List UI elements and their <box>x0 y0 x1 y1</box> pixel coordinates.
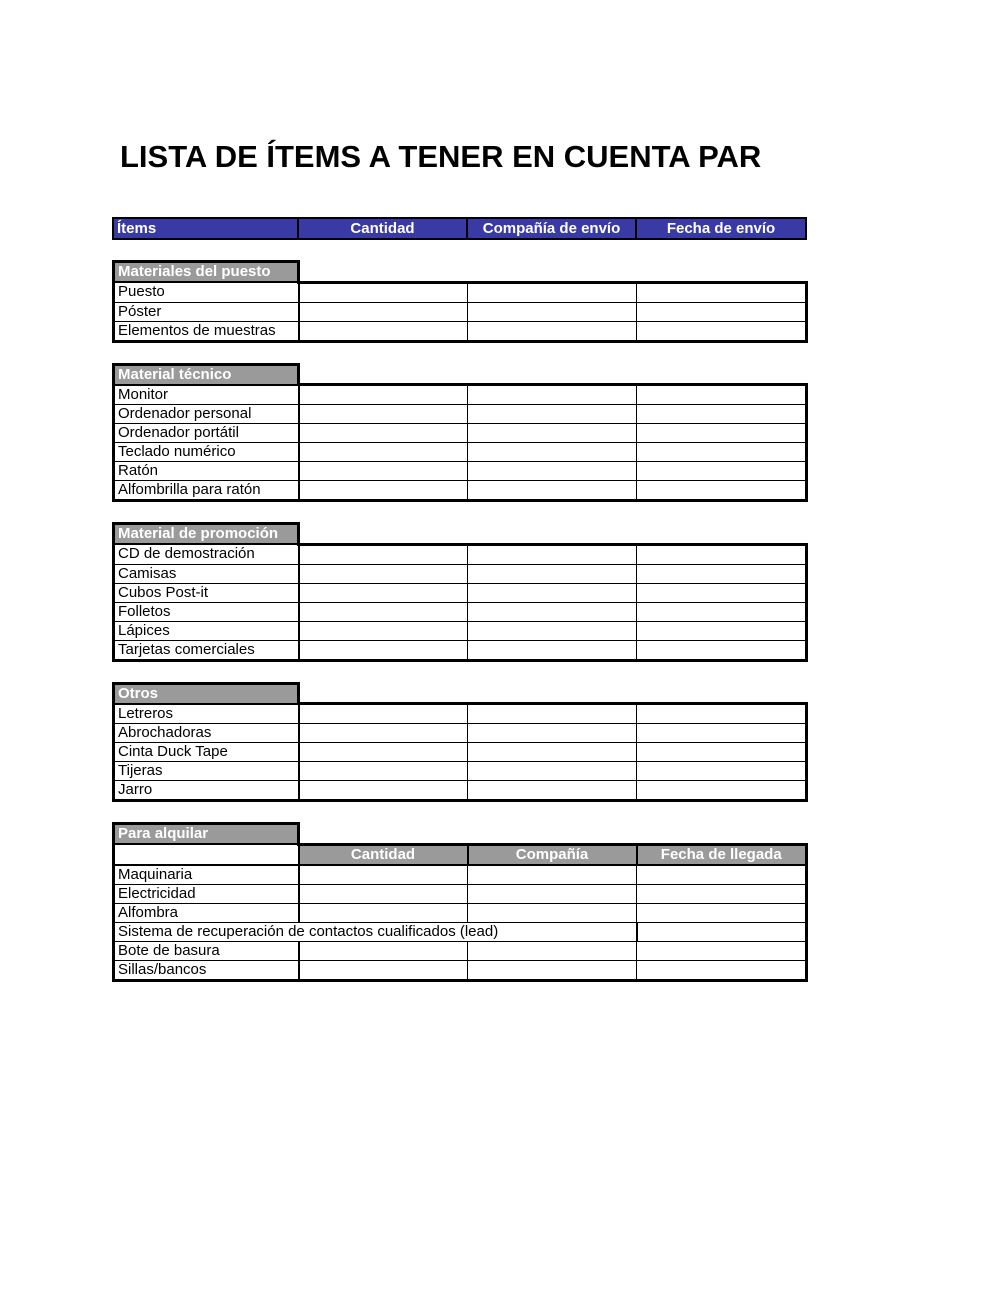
date-cell[interactable] <box>637 762 807 781</box>
date-cell[interactable] <box>637 462 807 481</box>
date-cell[interactable] <box>637 941 807 960</box>
item-label: Póster <box>114 302 299 321</box>
company-cell[interactable] <box>468 564 637 583</box>
date-cell[interactable] <box>637 903 807 922</box>
section-title: Para alquilar <box>114 824 299 845</box>
item-label: Electricidad <box>114 884 299 903</box>
section-title-row <box>114 524 807 545</box>
item-label: Puesto <box>114 282 299 302</box>
date-cell[interactable] <box>637 544 807 564</box>
section-title-row <box>114 824 807 845</box>
company-cell[interactable] <box>468 405 637 424</box>
company-cell[interactable] <box>468 321 637 341</box>
table-row <box>114 922 807 941</box>
section-title-row <box>114 364 807 385</box>
quantity-cell[interactable] <box>299 903 468 922</box>
item-label: Lápices <box>114 621 299 640</box>
section-1 <box>112 363 806 503</box>
company-cell[interactable] <box>468 724 637 743</box>
column-header-shipping-date: Fecha de envío <box>636 218 806 239</box>
table-row <box>114 781 807 801</box>
quantity-cell[interactable] <box>299 941 468 960</box>
section-subheader-cell: Fecha de llegada <box>637 844 807 865</box>
item-label: Folletos <box>114 602 299 621</box>
quantity-cell[interactable] <box>299 884 468 903</box>
column-header-table <box>112 217 807 240</box>
table-row <box>114 583 807 602</box>
date-cell[interactable] <box>637 583 807 602</box>
company-cell[interactable] <box>468 865 637 885</box>
quantity-cell[interactable] <box>299 302 468 321</box>
table-row <box>114 544 807 564</box>
company-cell[interactable] <box>468 960 637 980</box>
quantity-cell[interactable] <box>299 781 468 801</box>
item-label: Letreros <box>114 704 299 724</box>
date-cell[interactable] <box>637 443 807 462</box>
date-cell[interactable] <box>637 385 807 405</box>
date-cell[interactable] <box>637 282 807 302</box>
item-label: Jarro <box>114 781 299 801</box>
item-label: Cubos Post-it <box>114 583 299 602</box>
table-row <box>114 462 807 481</box>
quantity-cell[interactable] <box>299 960 468 980</box>
section-table <box>112 363 808 503</box>
table-row <box>114 621 807 640</box>
section-table <box>112 822 808 982</box>
section-title-spacer <box>299 364 807 385</box>
section-title-spacer <box>299 524 807 545</box>
quantity-cell[interactable] <box>299 481 468 501</box>
quantity-cell[interactable] <box>299 583 468 602</box>
section-title-row <box>114 262 807 283</box>
item-label: Tarjetas comerciales <box>114 640 299 660</box>
item-label: Alfombrilla para ratón <box>114 481 299 501</box>
date-cell[interactable] <box>637 743 807 762</box>
item-label: Ratón <box>114 462 299 481</box>
date-cell[interactable] <box>637 405 807 424</box>
company-cell[interactable] <box>468 443 637 462</box>
item-label: Ordenador personal <box>114 405 299 424</box>
company-cell[interactable] <box>468 385 637 405</box>
quantity-cell[interactable] <box>299 743 468 762</box>
item-label: CD de demostración <box>114 544 299 564</box>
date-cell[interactable] <box>637 922 807 941</box>
section-title-spacer <box>299 262 807 283</box>
table-row <box>114 960 807 980</box>
table-row <box>114 602 807 621</box>
section-subheader-cell: Cantidad <box>299 844 468 865</box>
table-row <box>114 321 807 341</box>
section-title: Otros <box>114 683 299 704</box>
quantity-cell[interactable] <box>299 462 468 481</box>
item-label: Camisas <box>114 564 299 583</box>
date-cell[interactable] <box>637 321 807 341</box>
section-title-row <box>114 683 807 704</box>
date-cell[interactable] <box>637 724 807 743</box>
company-cell[interactable] <box>468 640 637 660</box>
date-cell[interactable] <box>637 704 807 724</box>
company-cell[interactable] <box>468 903 637 922</box>
table-row <box>114 704 807 724</box>
company-cell[interactable] <box>468 941 637 960</box>
company-cell[interactable] <box>468 424 637 443</box>
quantity-cell[interactable] <box>299 640 468 660</box>
section-title: Material técnico <box>114 364 299 385</box>
company-cell[interactable] <box>468 302 637 321</box>
company-cell[interactable] <box>468 621 637 640</box>
date-cell[interactable] <box>637 481 807 501</box>
table-row <box>114 302 807 321</box>
table-row <box>114 282 807 302</box>
date-cell[interactable] <box>637 884 807 903</box>
section-title-spacer <box>299 683 807 704</box>
item-label: Abrochadoras <box>114 724 299 743</box>
table-row <box>114 762 807 781</box>
section-0 <box>112 260 806 343</box>
column-header-quantity: Cantidad <box>298 218 467 239</box>
table-row <box>114 724 807 743</box>
date-cell[interactable] <box>637 564 807 583</box>
quantity-cell[interactable] <box>299 704 468 724</box>
item-label: Monitor <box>114 385 299 405</box>
table-row <box>114 903 807 922</box>
item-label: Tijeras <box>114 762 299 781</box>
page-title: LISTA DE ÍTEMS A TENER EN CUENTA PAR <box>120 139 762 174</box>
item-label: Maquinaria <box>114 865 299 885</box>
table-row <box>114 385 807 405</box>
item-label: Ordenador portátil <box>114 424 299 443</box>
company-cell[interactable] <box>468 602 637 621</box>
section-2 <box>112 522 806 662</box>
item-label: Teclado numérico <box>114 443 299 462</box>
table-row <box>114 884 807 903</box>
section-table <box>112 682 808 803</box>
quantity-cell[interactable] <box>299 602 468 621</box>
quantity-cell[interactable] <box>299 405 468 424</box>
company-cell[interactable] <box>468 781 637 801</box>
quantity-cell[interactable] <box>299 724 468 743</box>
company-cell[interactable] <box>468 282 637 302</box>
company-cell[interactable] <box>468 462 637 481</box>
column-header-items: Ítems <box>113 218 298 239</box>
table-row <box>114 640 807 660</box>
table-row <box>114 865 807 885</box>
quantity-cell[interactable] <box>299 762 468 781</box>
section-subheader-cell <box>114 844 299 865</box>
date-cell[interactable] <box>637 640 807 660</box>
table-row <box>114 424 807 443</box>
date-cell[interactable] <box>637 781 807 801</box>
column-header-shipping-company: Compañía de envío <box>467 218 636 239</box>
table-row <box>114 405 807 424</box>
section-table <box>112 522 808 662</box>
quantity-cell[interactable] <box>299 282 468 302</box>
company-cell[interactable] <box>468 704 637 724</box>
checklist-sheet <box>112 217 806 982</box>
company-cell[interactable] <box>468 481 637 501</box>
company-cell[interactable] <box>468 762 637 781</box>
section-title: Material de promoción <box>114 524 299 545</box>
company-cell[interactable] <box>468 743 637 762</box>
date-cell[interactable] <box>637 960 807 980</box>
table-row <box>114 564 807 583</box>
table-row <box>114 941 807 960</box>
section-3 <box>112 682 806 803</box>
column-header-row <box>113 218 806 239</box>
table-row <box>114 743 807 762</box>
item-label: Alfombra <box>114 903 299 922</box>
date-cell[interactable] <box>637 865 807 885</box>
section-title-spacer <box>299 824 807 845</box>
quantity-cell[interactable] <box>299 424 468 443</box>
section-title: Materiales del puesto <box>114 262 299 283</box>
date-cell[interactable] <box>637 621 807 640</box>
company-cell[interactable] <box>468 884 637 903</box>
quantity-cell[interactable] <box>299 385 468 405</box>
company-cell[interactable] <box>468 583 637 602</box>
item-label: Bote de basura <box>114 941 299 960</box>
section-subheader-row <box>114 844 807 865</box>
date-cell[interactable] <box>637 602 807 621</box>
company-cell[interactable] <box>468 544 637 564</box>
section-4 <box>112 822 806 982</box>
item-label: Cinta Duck Tape <box>114 743 299 762</box>
quantity-cell[interactable] <box>299 865 468 885</box>
item-label: Elementos de muestras <box>114 321 299 341</box>
quantity-cell[interactable] <box>299 621 468 640</box>
table-row <box>114 443 807 462</box>
date-cell[interactable] <box>637 302 807 321</box>
quantity-cell[interactable] <box>299 321 468 341</box>
quantity-cell[interactable] <box>299 544 468 564</box>
item-label: Sillas/bancos <box>114 960 299 980</box>
quantity-cell[interactable] <box>299 564 468 583</box>
date-cell[interactable] <box>637 424 807 443</box>
table-row <box>114 481 807 501</box>
item-label: Sistema de recuperación de contactos cualificados (lead) <box>114 922 637 941</box>
section-table <box>112 260 808 343</box>
section-subheader-cell: Compañía <box>468 844 637 865</box>
quantity-cell[interactable] <box>299 443 468 462</box>
